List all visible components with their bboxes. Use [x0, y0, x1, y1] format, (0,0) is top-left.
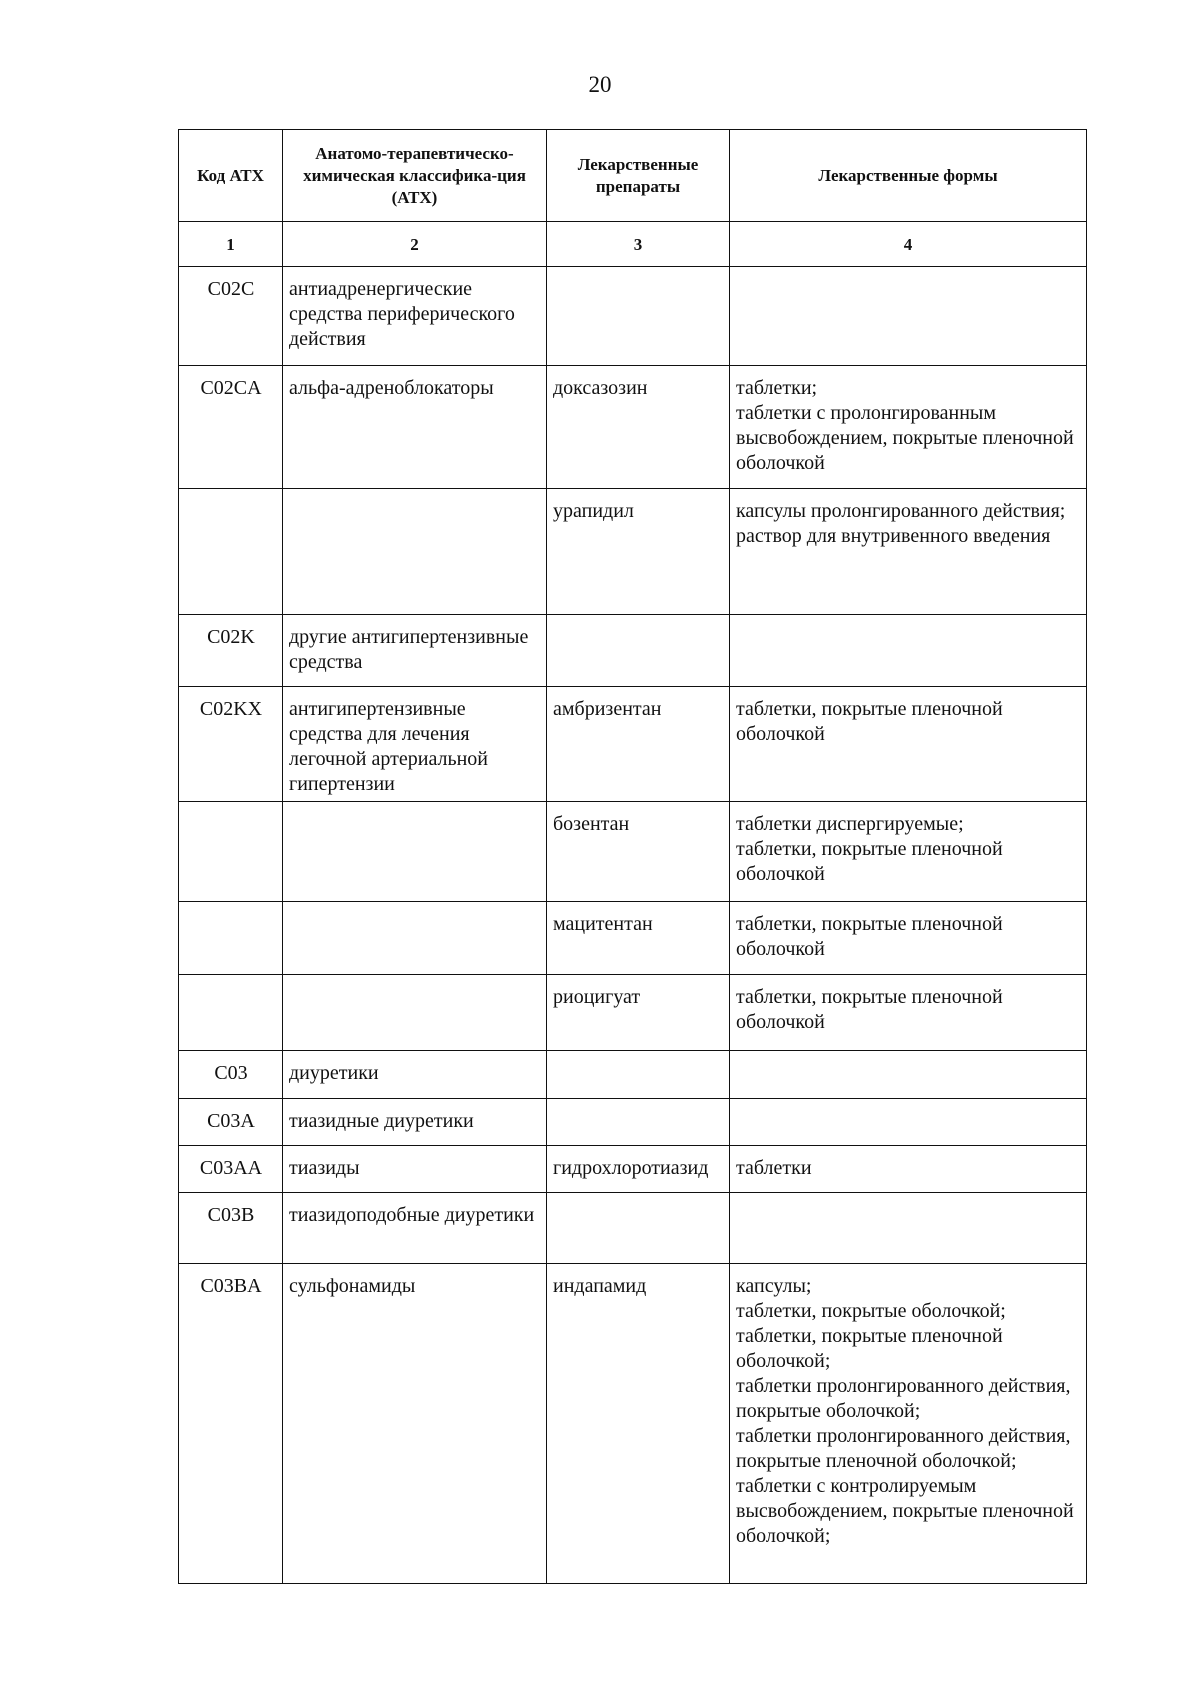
atc-classification-cell: антигипертензивные средства для лечения легочной артериальной гипертензии: [283, 687, 547, 802]
table-row: [179, 1193, 1087, 1264]
header-atc-classification: Анатомо-терапевтическо-химическая классифика-ция (АТХ): [283, 130, 547, 222]
dosage-forms-cell: [730, 1264, 1087, 1584]
atc-classification-cell: тиазиды: [283, 1146, 547, 1193]
atc-classification-cell: диуретики: [283, 1051, 547, 1099]
dosage-forms-cell: [730, 1146, 1087, 1193]
table-row: [179, 366, 1087, 489]
dosage-forms-cell: [730, 975, 1087, 1051]
atc-code-cell: C02C: [179, 267, 283, 366]
dosage-forms-cell: [730, 802, 1087, 902]
drug-name-cell: мацитентан: [547, 902, 730, 975]
header-drugs: Лекарственные препараты: [547, 130, 730, 222]
atc-code-cell: C02K: [179, 615, 283, 687]
atc-code-cell: C03BA: [179, 1264, 283, 1584]
atc-code-cell: C03B: [179, 1193, 283, 1264]
drug-name-cell: риоцигуат: [547, 975, 730, 1051]
dosage-form-item: капсулы пролонгированного действия;: [736, 500, 1066, 522]
atc-code-cell: [179, 902, 283, 975]
dosage-forms-cell: [730, 489, 1087, 615]
column-number-row: [179, 222, 1087, 267]
drug-name-cell: доксазозин: [547, 366, 730, 489]
atc-classification-cell: [283, 902, 547, 975]
table-row: [179, 267, 1087, 366]
drug-name-cell: амбризентан: [547, 687, 730, 802]
atc-classification-cell: тиазидные диуретики: [283, 1099, 547, 1146]
dosage-forms-cell: [730, 366, 1087, 489]
atc-classification-cell: тиазидоподобные диуретики: [283, 1193, 547, 1264]
dosage-form-item: таблетки пролонгированного действия, покрытые оболочкой;: [736, 1375, 1071, 1422]
table-row: [179, 1264, 1087, 1584]
table-row: [179, 489, 1087, 615]
header-dosage-forms: Лекарственные формы: [730, 130, 1087, 222]
dosage-form-item: таблетки: [736, 1157, 812, 1179]
atc-code-cell: C03: [179, 1051, 283, 1099]
atc-code-cell: C02KX: [179, 687, 283, 802]
dosage-form-item: таблетки;: [736, 377, 818, 399]
drug-name-cell: урапидил: [547, 489, 730, 615]
drug-name-cell: [547, 267, 730, 366]
page-number: 20: [588, 72, 612, 97]
dosage-form-item: таблетки, покрытые пленочной оболочкой: [736, 986, 1003, 1033]
atc-code-cell: [179, 975, 283, 1051]
column-number: 1: [179, 222, 283, 267]
dosage-form-item: таблетки, покрытые пленочной оболочкой: [736, 913, 1003, 960]
atc-classification-cell: [283, 975, 547, 1051]
atc-classification-cell: сульфонамиды: [283, 1264, 547, 1584]
dosage-form-item: капсулы;: [736, 1275, 812, 1297]
atc-classification-cell: [283, 802, 547, 902]
dosage-forms-cell: [730, 1193, 1087, 1264]
atc-code-cell: [179, 802, 283, 902]
dosage-form-item: таблетки, покрытые оболочкой;: [736, 1300, 1006, 1322]
dosage-form-item: таблетки диспергируемые;: [736, 813, 964, 835]
column-number: 4: [730, 222, 1087, 267]
table-row: [179, 1099, 1087, 1146]
header-atc-code: Код АТХ: [179, 130, 283, 222]
atc-classification-cell: альфа-адреноблокаторы: [283, 366, 547, 489]
drug-name-cell: [547, 1193, 730, 1264]
dosage-form-item: таблетки с контролируемым высвобождением, покрытые пленочной оболочкой;: [736, 1475, 1074, 1547]
drug-name-cell: [547, 1051, 730, 1099]
dosage-forms-cell: [730, 267, 1087, 366]
atc-classification-cell: [283, 489, 547, 615]
atc-classification-cell: антиадренергические средства периферического действия: [283, 267, 547, 366]
table-row: [179, 615, 1087, 687]
drug-name-cell: [547, 615, 730, 687]
drug-name-cell: бозентан: [547, 802, 730, 902]
drug-name-cell: [547, 1099, 730, 1146]
table-header-row: [179, 130, 1087, 222]
dosage-form-item: раствор для внутривенного введения: [736, 525, 1051, 547]
table-row: [179, 802, 1087, 902]
atc-code-cell: C03AA: [179, 1146, 283, 1193]
dosage-form-item: таблетки пролонгированного действия, покрытые пленочной оболочкой;: [736, 1425, 1071, 1472]
table-row: [179, 902, 1087, 975]
dosage-form-item: таблетки, покрытые пленочной оболочкой: [736, 838, 1003, 885]
dosage-form-item: таблетки, покрытые пленочной оболочкой;: [736, 1325, 1003, 1372]
table-row: [179, 1146, 1087, 1193]
atc-classification-table: [178, 129, 1087, 1584]
column-number: 3: [547, 222, 730, 267]
table-row: [179, 975, 1087, 1051]
dosage-forms-cell: [730, 687, 1087, 802]
table-row: [179, 1051, 1087, 1099]
drug-name-cell: индапамид: [547, 1264, 730, 1584]
drug-name-cell: гидрохлоротиазид: [547, 1146, 730, 1193]
atc-code-cell: [179, 489, 283, 615]
dosage-forms-cell: [730, 1051, 1087, 1099]
dosage-form-item: таблетки, покрытые пленочной оболочкой: [736, 698, 1003, 745]
atc-code-cell: C03A: [179, 1099, 283, 1146]
table-row: [179, 687, 1087, 802]
atc-code-cell: C02CA: [179, 366, 283, 489]
atc-classification-cell: другие антигипертензивные средства: [283, 615, 547, 687]
dosage-form-item: таблетки с пролонгированным высвобождением, покрытые пленочной оболочкой: [736, 402, 1074, 474]
column-number: 2: [283, 222, 547, 267]
dosage-forms-cell: [730, 1099, 1087, 1146]
dosage-forms-cell: [730, 902, 1087, 975]
dosage-forms-cell: [730, 615, 1087, 687]
